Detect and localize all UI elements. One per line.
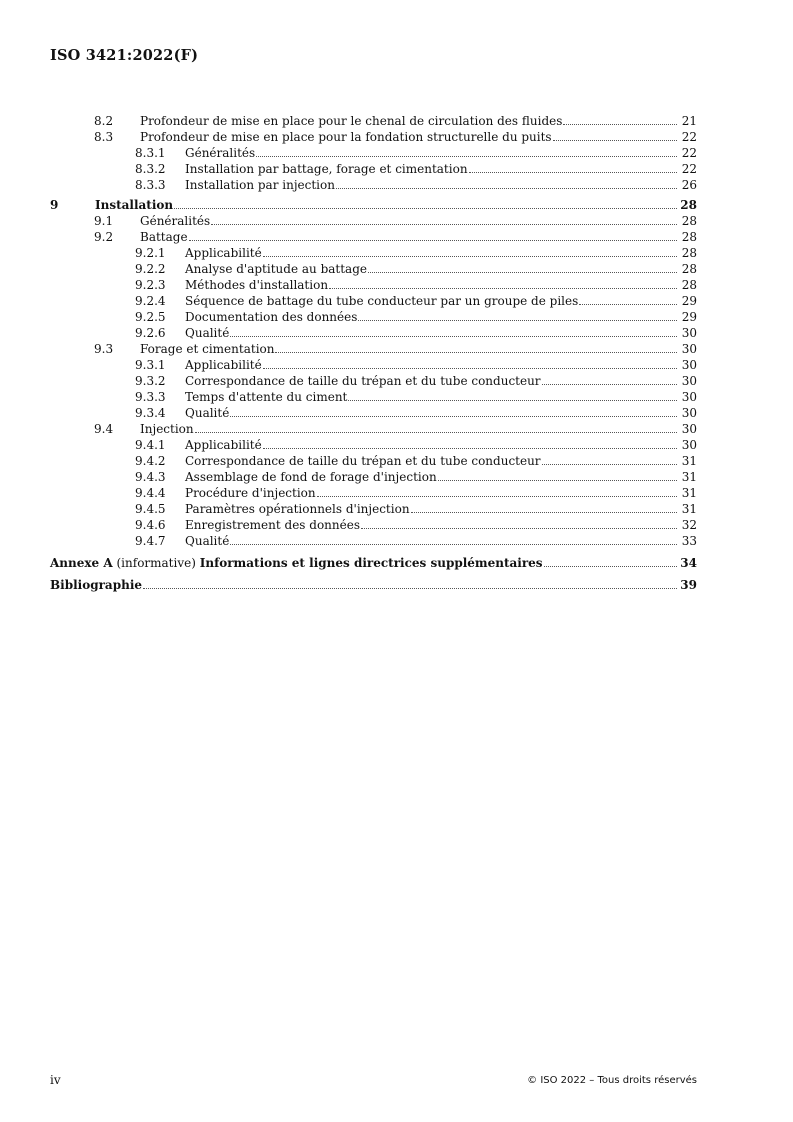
toc-entry-page: 29 (681, 310, 697, 324)
toc-entry-title: Forage et cimentation (140, 342, 275, 356)
toc-entry-page: 30 (681, 438, 697, 452)
toc-entry-title: Enregistrement des données (185, 518, 360, 532)
dot-leader (542, 383, 677, 385)
bibliography-title: Bibliographie (50, 578, 143, 592)
toc-entry[interactable] (50, 213, 697, 229)
toc-entry-number: 9.2.2 (135, 262, 166, 276)
toc-entry-title: Procédure d'injection (185, 486, 316, 500)
toc-entry-page: 30 (681, 342, 697, 356)
toc-entry[interactable] (50, 389, 697, 405)
toc-entry-title: Qualité (185, 534, 230, 548)
toc-entry[interactable] (50, 485, 697, 501)
dot-leader (438, 479, 677, 481)
toc-entry-title: Installation par injection (185, 178, 335, 192)
annex-qualifier: (informative) (116, 556, 196, 570)
toc-entry-title: Temps d'attente du ciment (185, 390, 348, 404)
toc-entry[interactable] (50, 341, 697, 357)
toc-entry[interactable] (50, 161, 697, 177)
dot-leader (361, 527, 677, 529)
toc-entry-title: Injection (140, 422, 194, 436)
page-number: iv (50, 1073, 61, 1087)
toc-entry-title: Installation par battage, forage et cimentation (185, 162, 468, 176)
toc-entry-number: 8.3.3 (135, 178, 166, 192)
dot-leader (230, 335, 677, 337)
toc-entry-number: 9.3.3 (135, 390, 166, 404)
toc-entry-number: 8.2 (94, 114, 114, 128)
toc-entry[interactable] (50, 309, 697, 325)
toc-entry[interactable] (50, 421, 697, 437)
bibliography-page: 39 (680, 578, 697, 592)
toc-entry-number: 9.3.1 (135, 358, 166, 372)
dot-leader (411, 511, 677, 513)
dot-leader (230, 415, 677, 417)
toc-entry-title: Généralités (185, 146, 256, 160)
toc-entry[interactable] (50, 453, 697, 469)
toc-entry-title: Applicabilité (185, 246, 262, 260)
toc-entry-number: 9.4.3 (135, 470, 166, 484)
dot-leader (143, 587, 677, 589)
toc-entry-page: 28 (681, 214, 697, 228)
toc-entry-number: 9.1 (94, 214, 114, 228)
toc-entry-number: 9.4 (94, 422, 114, 436)
toc-entry[interactable] (50, 325, 697, 341)
toc-entry[interactable] (50, 261, 697, 277)
toc-entry-number: 8.3.1 (135, 146, 166, 160)
dot-leader (211, 223, 677, 225)
toc-entry-title: Méthodes d'installation (185, 278, 329, 292)
toc-entry-page: 33 (681, 534, 697, 548)
toc-entry-number: 9 (50, 198, 59, 212)
toc-entry-page: 32 (681, 518, 697, 532)
toc-entry[interactable] (50, 277, 697, 293)
toc-entry-number: 9.4.2 (135, 454, 166, 468)
toc-entry-number: 9.3 (94, 342, 114, 356)
dot-leader (563, 123, 677, 125)
toc-entry-title: Applicabilité (185, 358, 262, 372)
annex-title-text: Informations et lignes directrices supplémentaires (199, 556, 543, 570)
toc-entry[interactable] (50, 405, 697, 421)
toc-entry-number: 9.3.2 (135, 374, 166, 388)
toc-entry-page: 22 (681, 146, 697, 160)
document-id-header: ISO 3421:2022(F) (50, 47, 199, 64)
toc-entry[interactable] (50, 145, 697, 161)
toc-entry-title: Battage (140, 230, 188, 244)
toc-entry-title: Correspondance de taille du trépan et du tube conducteur (185, 374, 541, 388)
toc-entry-page: 22 (681, 130, 697, 144)
toc-entry[interactable] (50, 113, 697, 129)
toc-entry-page: 30 (681, 390, 697, 404)
dot-leader (469, 171, 677, 173)
annex-title (50, 555, 543, 571)
toc-entry-page: 30 (681, 358, 697, 372)
dot-leader (553, 139, 677, 141)
toc-entry[interactable] (50, 469, 697, 485)
toc-entry-number: 9.4.5 (135, 502, 166, 516)
toc-entry-number: 9.2.4 (135, 294, 166, 308)
dot-leader (195, 431, 677, 433)
dot-leader (329, 287, 677, 289)
toc-entry-page: 30 (681, 422, 697, 436)
toc-entry-title: Qualité (185, 406, 230, 420)
toc-entry-page: 28 (681, 278, 697, 292)
toc-entry-number: 9.4.7 (135, 534, 166, 548)
toc-entry-number: 8.3.2 (135, 162, 166, 176)
annex-label: Annexe A (50, 556, 113, 570)
toc-entry-number: 9.4.1 (135, 438, 166, 452)
copyright-notice: © ISO 2022 – Tous droits réservés (527, 1075, 697, 1086)
toc-entry[interactable] (50, 245, 697, 261)
dot-leader (263, 255, 677, 257)
toc-entry[interactable] (50, 501, 697, 517)
toc-entry-page: 30 (681, 406, 697, 420)
dot-leader (348, 399, 677, 401)
toc-entry-page: 28 (680, 198, 697, 212)
toc-entry[interactable] (50, 177, 697, 193)
annex-page: 34 (680, 556, 697, 570)
toc-entry-number: 8.3 (94, 130, 114, 144)
toc-entry-page: 22 (681, 162, 697, 176)
dot-leader (579, 303, 677, 305)
dot-leader (368, 271, 677, 273)
dot-leader (317, 495, 677, 497)
table-of-contents (50, 113, 697, 593)
toc-entry-title: Documentation des données (185, 310, 358, 324)
toc-entry-title: Applicabilité (185, 438, 262, 452)
dot-leader (544, 565, 677, 567)
toc-entry-title: Installation (95, 198, 174, 212)
toc-entry[interactable] (50, 517, 697, 533)
toc-entry-title: Paramètres opérationnels d'injection (185, 502, 410, 516)
toc-entry-title: Correspondance de taille du trépan et du tube conducteur (185, 454, 541, 468)
toc-entry[interactable] (50, 293, 697, 309)
toc-entry-page: 28 (681, 262, 697, 276)
toc-entry-number: 9.2 (94, 230, 114, 244)
toc-entry-page: 21 (681, 114, 697, 128)
toc-entry-number: 9.2.3 (135, 278, 166, 292)
toc-entry[interactable] (50, 129, 697, 145)
toc-entry-page: 31 (681, 502, 697, 516)
toc-entry-page: 28 (681, 230, 697, 244)
dot-leader (275, 351, 677, 353)
toc-entry-title: Généralités (140, 214, 211, 228)
toc-entry-number: 9.4.4 (135, 486, 166, 500)
dot-leader (230, 543, 677, 545)
dot-leader (174, 207, 677, 209)
toc-entry-title: Analyse d'aptitude au battage (185, 262, 367, 276)
toc-entry[interactable] (50, 229, 697, 245)
toc-entry-bibliography[interactable] (50, 577, 697, 593)
dot-leader (542, 463, 677, 465)
toc-entry-page: 31 (681, 470, 697, 484)
toc-entry[interactable] (50, 373, 697, 389)
toc-entry-page: 31 (681, 486, 697, 500)
dot-leader (263, 367, 677, 369)
toc-entry-page: 31 (681, 454, 697, 468)
dot-leader (336, 187, 677, 189)
toc-entry[interactable] (50, 533, 697, 549)
dot-leader (256, 155, 677, 157)
toc-entry-title: Profondeur de mise en place pour le chenal de circulation des fluides (140, 114, 563, 128)
toc-entry-number: 9.2.6 (135, 326, 166, 340)
toc-entry-page: 30 (681, 326, 697, 340)
toc-entry-number: 9.2.5 (135, 310, 166, 324)
toc-entry-page: 26 (681, 178, 697, 192)
toc-entry-page: 29 (681, 294, 697, 308)
toc-entry-page: 28 (681, 246, 697, 260)
toc-entry-number: 9.3.4 (135, 406, 166, 420)
toc-entry-annex[interactable] (50, 555, 697, 571)
toc-entry-page: 30 (681, 374, 697, 388)
toc-entry-title: Assemblage de fond de forage d'injection (185, 470, 437, 484)
toc-entry[interactable] (50, 197, 697, 213)
toc-entry-title: Qualité (185, 326, 230, 340)
dot-leader (189, 239, 677, 241)
dot-leader (358, 319, 677, 321)
toc-entry-title: Séquence de battage du tube conducteur par un groupe de piles (185, 294, 579, 308)
toc-entry-title: Profondeur de mise en place pour la fondation structurelle du puits (140, 130, 552, 144)
toc-entry-number: 9.2.1 (135, 246, 166, 260)
toc-entry[interactable] (50, 357, 697, 373)
toc-entry-number: 9.4.6 (135, 518, 166, 532)
dot-leader (263, 447, 677, 449)
toc-entry[interactable] (50, 437, 697, 453)
